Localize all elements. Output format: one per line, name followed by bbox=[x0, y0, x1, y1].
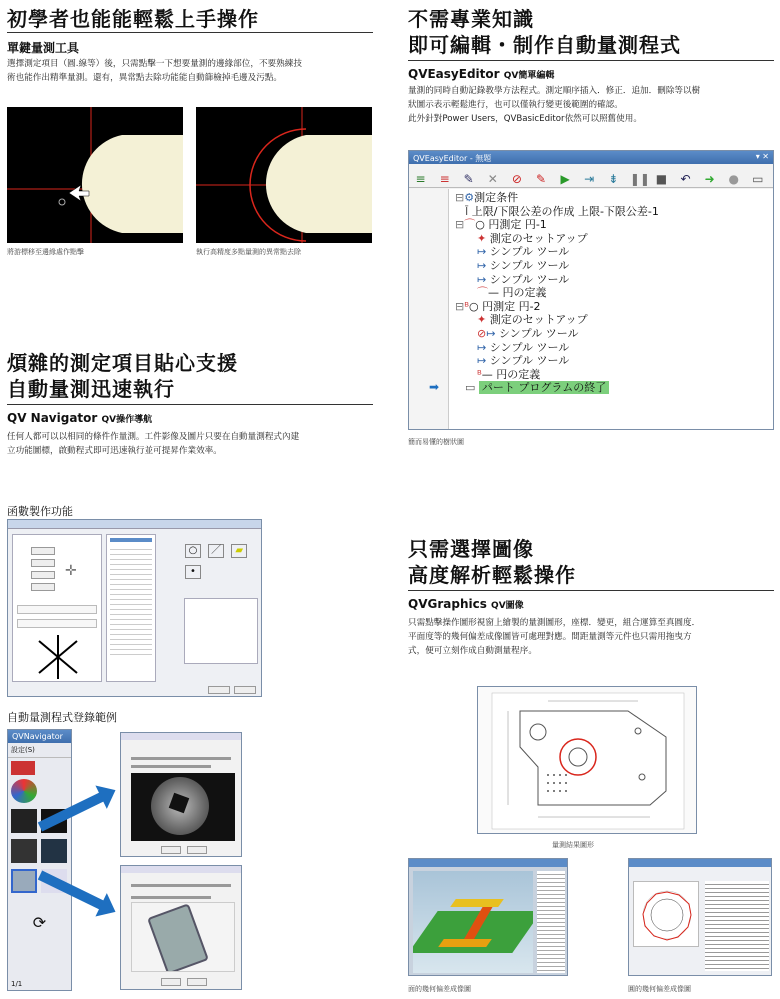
measurement-graphic bbox=[477, 686, 697, 834]
cross-shape-icon bbox=[33, 635, 83, 679]
mini-button[interactable] bbox=[31, 583, 55, 591]
edit-icon[interactable]: ✎ bbox=[463, 172, 474, 186]
next-button[interactable] bbox=[161, 978, 181, 986]
middle-list bbox=[106, 534, 156, 682]
caption-edge-click: 將游標移至邊緣處作點擊 bbox=[7, 248, 84, 256]
tree-node[interactable]: ↦ シンプル ツール bbox=[477, 340, 570, 354]
current-line-arrow: ➡ bbox=[429, 380, 440, 394]
stop-record-icon[interactable]: ⊘ bbox=[511, 172, 522, 186]
circle-plot bbox=[633, 881, 699, 947]
subtitle-qveasyeditor: QVEasyEditor QV簡單編輯 bbox=[408, 67, 555, 81]
gear-photo-icon[interactable] bbox=[11, 809, 37, 833]
nav-icon-grid bbox=[8, 758, 71, 935]
body-text: 只需點擊操作圖形視窗上繪製的量測圖形，座標．變更，組合運算至真圓度． 平面度等的幾何偏差成像圖皆可處理對應。間距量測等元件也只需用拖曳方 式，便可立刻作成自動測量程序。 bbox=[408, 618, 701, 656]
caption-outlier: 執行高精度多點量測的異常點去除 bbox=[196, 248, 301, 256]
mini-button[interactable] bbox=[31, 571, 55, 579]
insert-icon[interactable]: ≡ bbox=[415, 172, 426, 186]
plane-data-table bbox=[537, 871, 565, 973]
play-icon[interactable]: ▶ bbox=[560, 172, 570, 186]
phone-photo-icon[interactable] bbox=[11, 869, 37, 893]
circle-tool-icon[interactable]: ○ bbox=[185, 544, 201, 558]
workpiece-icon[interactable] bbox=[11, 761, 35, 775]
plane-tool-icon[interactable]: ▰ bbox=[231, 544, 247, 558]
tree-view bbox=[409, 189, 773, 429]
tree-node[interactable]: ⌒— 円の定義 bbox=[477, 286, 547, 300]
section-title-graphics: 只需選擇圖像 高度解析輕鬆操作 bbox=[408, 537, 576, 587]
divider bbox=[7, 32, 373, 33]
step-icon[interactable]: ⇥ bbox=[584, 172, 595, 186]
point-tool-icon[interactable]: • bbox=[185, 565, 201, 579]
divider bbox=[408, 60, 774, 61]
outlier-removal-photo bbox=[196, 107, 372, 243]
divider bbox=[408, 590, 774, 591]
mini-button[interactable] bbox=[31, 547, 55, 555]
plane-3d-map bbox=[413, 871, 533, 973]
plane-deviation-window bbox=[408, 858, 568, 976]
next-button[interactable] bbox=[161, 846, 181, 854]
shape-palette bbox=[184, 538, 258, 578]
refresh-icon[interactable]: ⟳ bbox=[32, 913, 47, 932]
phone-image bbox=[131, 902, 235, 972]
nav-title-bar: QVNavigator bbox=[8, 730, 71, 743]
rgb-icon[interactable] bbox=[11, 779, 37, 803]
tree-node[interactable]: ᴮ— 円の定義 bbox=[477, 367, 541, 381]
delete-icon[interactable]: ✕ bbox=[487, 172, 498, 186]
circle-icon[interactable]: ● bbox=[728, 172, 739, 186]
caption-plane-deviation: 面的幾何偏差成像圖 bbox=[408, 985, 471, 993]
part-drawing-icon[interactable] bbox=[11, 839, 37, 863]
mini-button[interactable] bbox=[208, 686, 230, 694]
section-title-beginner: 初學者也能能輕鬆上手操作 bbox=[7, 7, 259, 31]
section-title-no-expertise: 不需專業知識 即可編輯・制作自動量測程式 bbox=[408, 7, 681, 57]
tree-node[interactable]: ⊘↦ シンプル ツール bbox=[477, 326, 579, 340]
tree-node[interactable]: ✦ 測定のセットアップ bbox=[477, 313, 588, 327]
dialog-phone-image bbox=[120, 865, 242, 990]
subtitle-qv-navigator: QV Navigator QV操作導航 bbox=[7, 411, 153, 425]
circle-deviation-window bbox=[628, 858, 772, 976]
tree-node[interactable]: Ī 上限/下限公差の作成 上限-下限公差-1 bbox=[465, 204, 659, 218]
record-icon[interactable]: ✎ bbox=[535, 172, 546, 186]
section-title-support: 煩雜的測定項目貼心支援 自動量測迅速執行 bbox=[7, 351, 238, 401]
line-tool-icon[interactable]: ／ bbox=[208, 544, 224, 558]
subtitle-single-key: 單鍵量測工具 bbox=[7, 41, 80, 55]
close-icon[interactable]: ▾ ✕ bbox=[755, 152, 769, 161]
tree-node[interactable]: ↦ シンプル ツール bbox=[477, 245, 570, 259]
tree-node[interactable]: ↦ シンプル ツール bbox=[477, 272, 570, 286]
cancel-button[interactable] bbox=[187, 978, 207, 986]
caption-tree: 簡而易懂的樹狀圖 bbox=[408, 438, 464, 446]
tree-node-highlighted[interactable]: ▭ パート プログラムの終了 bbox=[455, 381, 659, 395]
tree-node[interactable]: ⊟⚙測定条件 bbox=[455, 191, 519, 204]
append-icon[interactable]: ≡ bbox=[439, 172, 450, 186]
nav-page-indicator: 1/1 bbox=[11, 980, 23, 988]
tree-node[interactable]: ✦ 測定のセットアップ bbox=[477, 231, 588, 245]
stop-icon[interactable]: ■ bbox=[655, 172, 668, 186]
body-text: 選擇測定項目（圓.線等）後，只需點擊一下想要量測的邊緣部位，不要熟練技 術也能作出精準量測。還有，異常點去除功能能自動篩檢掉毛邊及污點。 bbox=[7, 59, 302, 83]
board-photo-icon[interactable] bbox=[41, 839, 67, 863]
tree-node[interactable]: ↦ シンプル ツール bbox=[477, 258, 570, 272]
function-creation-window bbox=[7, 519, 262, 697]
left-pane bbox=[12, 534, 102, 682]
window-icon[interactable]: ▭ bbox=[752, 172, 764, 186]
body-text: 任何人都可以以相同的條件作量測。工件影像及圖片只要在自動量測程式內建 立功能圖標，啟動程式即可迅速執行並可提昇作業效率。 bbox=[7, 432, 300, 456]
forward-icon[interactable]: ➜ bbox=[704, 172, 715, 186]
subtitle-qvgraphics: QVGraphics QV圖像 bbox=[408, 597, 524, 611]
edge-click-photo bbox=[7, 107, 183, 243]
undo-icon[interactable]: ↶ bbox=[680, 172, 691, 186]
disk-image bbox=[131, 773, 235, 841]
cancel-button[interactable] bbox=[187, 846, 207, 854]
mini-button[interactable] bbox=[31, 559, 55, 567]
window-title-bar: QVEasyEditor - 無題 ▾ ✕ bbox=[409, 151, 773, 164]
qvnavigator-window bbox=[7, 729, 72, 991]
nav-menu[interactable]: 設定(S) bbox=[8, 743, 71, 758]
tree-node[interactable]: ⊟ᴮ○ 円測定 円-2 bbox=[455, 299, 541, 313]
qveasyeditor-window bbox=[408, 150, 774, 430]
step-into-icon[interactable]: ⇟ bbox=[608, 172, 619, 186]
mini-button[interactable] bbox=[234, 686, 256, 694]
pause-icon[interactable]: ❚❚ bbox=[629, 172, 650, 186]
toolbar bbox=[409, 164, 773, 188]
crosshair-icon: ✛ bbox=[65, 563, 77, 579]
dialog-disk-image bbox=[120, 732, 242, 857]
caption-circle-deviation: 圓的幾何偏差成像圖 bbox=[628, 985, 691, 993]
tree-node[interactable]: ↦ シンプル ツール bbox=[477, 354, 570, 368]
label-function-creation: 函數製作功能 bbox=[7, 505, 73, 518]
tree-node[interactable]: ⊟⌒○ 円測定 円-1 bbox=[455, 218, 547, 232]
label-registration-example: 自動量測程式登錄範例 bbox=[7, 711, 117, 724]
circle-data-table bbox=[705, 881, 769, 971]
body-text: 量測的同時自動記錄教學方法程式。測定順序插入．修正．追加．刪除等以樹 狀圖示表示輕鬆進行，也可以僅執行變更後範圍的確認。 此外針對Power Users，QVBasicEditor依然可以照舊使用。 bbox=[408, 86, 701, 124]
divider bbox=[7, 404, 373, 405]
caption-result-graphic: 量測結果圖形 bbox=[552, 841, 594, 849]
